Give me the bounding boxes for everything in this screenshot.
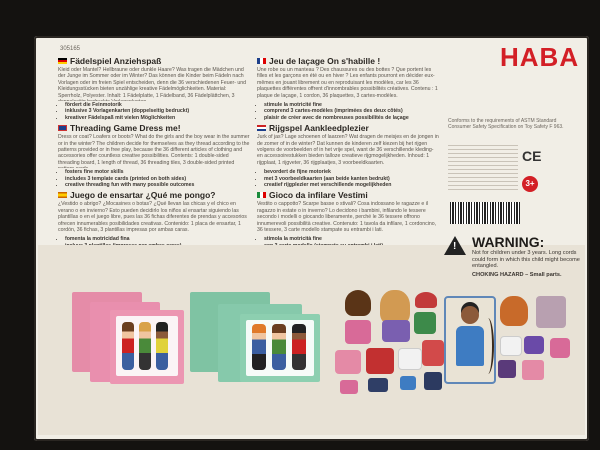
age-badge-icon: 3+ [522,176,538,192]
warning-block [440,232,585,272]
jacket-tile [366,348,394,374]
section-title-es: Juego de ensartar ¿Qué me pongo? [58,190,250,201]
hair-tile [380,290,410,324]
figure-illustration [252,324,266,370]
warning-title: WARNING: [472,234,545,250]
hat-tile [415,292,437,308]
article-number: 305165 [60,46,81,52]
shirt-tile [382,320,410,342]
doll-body [456,326,484,366]
list-item: • creative threading fun with many possible outcomes [65,182,250,188]
list-item: • stimule la motricité fine [264,102,439,108]
section-title-en: Threading Game Dress me! [58,123,250,134]
list-item: • plaisir de créer avec de nombreuses possibilités de laçage [264,115,439,121]
haba-logo: HABA [500,42,580,72]
barcode-icon [450,202,520,224]
text-column-middle [257,54,439,256]
ce-mark-icon: CE [522,148,542,164]
conformity-text: Conforms to the requirements of ASTM Standard Consumer Safety Specification on Toy Safety F 963. [448,118,564,130]
jacket-tile [335,350,361,374]
choking-hazard-text: CHOKING HAZARD – Small parts. [472,272,562,278]
flag-it-icon [257,192,266,198]
bullet-list-en [58,169,250,188]
flag-fr-icon [257,58,266,64]
list-item: • bevordert de fijne motoriek [264,169,439,175]
pants-tile [340,380,358,394]
top-tile [500,336,522,356]
warning-text: Not for children under 3 years. Long cords could form in which this child might become entangled. [472,250,580,270]
threading-board [444,296,496,384]
threading-cord [482,318,494,374]
list-item: • kreativer Fädelspaß mit vielen Möglichkeiten [65,115,250,121]
list-item: • includes 3 template cards (printed on both sides) [65,176,250,182]
section-body-nl: Jurk of jas? Lage schoenen of laarzen? Wat dragen de meisjes en de jongen in de zomer of in de winter? Dat kunnen de kinderen zelf kiezen bij het rijgen volgens de voorbeelden of in het vrije spel, want de 36 verschillende kleding- en accessoirestukken bieden talloze creatieve rijgmogelijkheden. Inhoud: 1 rijgplaat, 1 rijgveter, 36 rijgplaatjes, 3 voorbeeldkaarten. [257,134,439,166]
hair-tile [500,296,528,326]
flag-gb-icon [58,125,67,131]
language-list-block [448,142,518,190]
list-item: • comprend 3 cartes-modèles (imprimées des deux côtés) [264,108,439,114]
list-item: • creatief rijgplezier met verschillende mogelijkheden [264,182,439,188]
section-body-es: ¿Vestido o abrigo? ¿Mocasines o botas? ¿Qué llevan las chicas y el chico en verano o en invierno? Esto pueden decidirlo los niños al ensartar siguiendo las plantillas o en el juego libre, pues las 36 fichas diferentes de prendas y accesorios ofrecen innumerables posibilidades creativas. Contenido: 1 placa de ensartar, 1 cordón, 36 fichas, 3 plantillas impresas por ambas caras. [58,201,247,234]
figure-illustration [272,324,286,370]
flag-de-icon [58,58,67,64]
section-title-fr: Jeu de laçage On s'habille ! [257,56,439,67]
section-body-en: Dress or coat? Loafers or boots? What do the girls and the boy wear in the summer or in the winter? The children decide for themselves as they thread according to the patterns provided or in free play, because the 36 different articles of clothing and accessories offer countless creative possibilities. Contents: 1 double-sided threading board, 1 length of thread, 36 threading tiles, 3 double-sided printed [58,134,250,166]
flag-nl-icon [257,125,266,131]
dress-tile [345,320,371,344]
pants-tile [424,372,442,390]
jacket-tile [536,296,566,328]
section-body-it: Vestito o cappotto? Scarpe basse o stivali? Cosa indossano le ragazze e il ragazzo in estate o in inverno? Lo decidono i bambini, infilando le tessere secondo i modelli o giocando liberamente, perché le 36 tessere offrono innumerevoli possibilità creative. Contenuto: 1 tavola da infilare, 1 cordoncino, 36 tessere, 3 carte modello stampate su entrambi i lati. [257,201,437,234]
section-body-fr: Une robe ou un manteau ? Des chaussures ou des bottes ? Que portent les filles et les garçons en été ou en hiver ? Les enfants pourront en décider eux-mêmes en jouant librement ou en reproduisant les modèles, car les 36 plaquettes différentes offrent d'innombrables possibilités créatives. Contenu : 1 plaque de laçage, 1 cordon, 36 plaquettes, 3 cartes-modèles. [257,67,438,99]
top-tile [414,312,436,334]
figure-illustration [139,322,151,370]
hair-tile [345,290,371,316]
top-tile [524,336,544,354]
doll-head [461,306,479,324]
list-item: • fosters fine motor skills [65,169,250,175]
shoes-tile [400,376,416,390]
bullet-list-de [58,102,250,121]
figure-illustration [122,322,134,370]
figure-illustration [156,322,168,370]
section-title-nl: Rijgspel Aankleedplezier [257,123,439,134]
top-tile [550,338,570,358]
section-body-de: Kleid oder Mantel? Hellbraune oder dunkle Haare? Was tragen die Mädchen und der Junge im Sommer oder im Winter? Das können die Kinder beim Fädeln nach Vorlagen oder im freien Spiel entscheiden, denn die 36 verschiedenen Feuer- und Kleidungsstücken bieten unzählige kreative Fädelmöglichkeiten. Material: Sperrholz, Polyester. Inhalt: 1 Fädelplatte, 1 Fädelband, 36 Fädelplättchen, 3 [58,67,247,99]
pink-template-cards [72,292,190,384]
bullet-list-nl [257,169,439,188]
list-item: • met 3 voorbeeldkaarten (aan beide kanten bedrukt) [264,176,439,182]
figure-illustration [292,324,306,370]
pants-tile [368,378,388,392]
list-item: • inklusive 3 Vorlagenkarten (doppelseitig bedruckt) [65,108,250,114]
list-item: • fomenta la motricidad fina [65,236,250,242]
warning-triangle-icon: ! [444,236,466,255]
top-tile [398,348,422,370]
flag-es-icon [58,192,67,198]
pants-tile [522,360,544,380]
list-item: • stimola la motricità fine [264,236,439,242]
pants-tile [498,360,516,378]
list-item: • fördert die Feinmotorik [65,102,250,108]
section-title-de: Fädelspiel Anziehspaß [58,56,250,67]
green-template-cards [190,292,326,384]
text-column-left [58,54,250,256]
bullet-list-fr [257,102,439,121]
top-tile [422,340,444,366]
section-title-it: Gioco da infilare Vestimi [257,190,439,201]
